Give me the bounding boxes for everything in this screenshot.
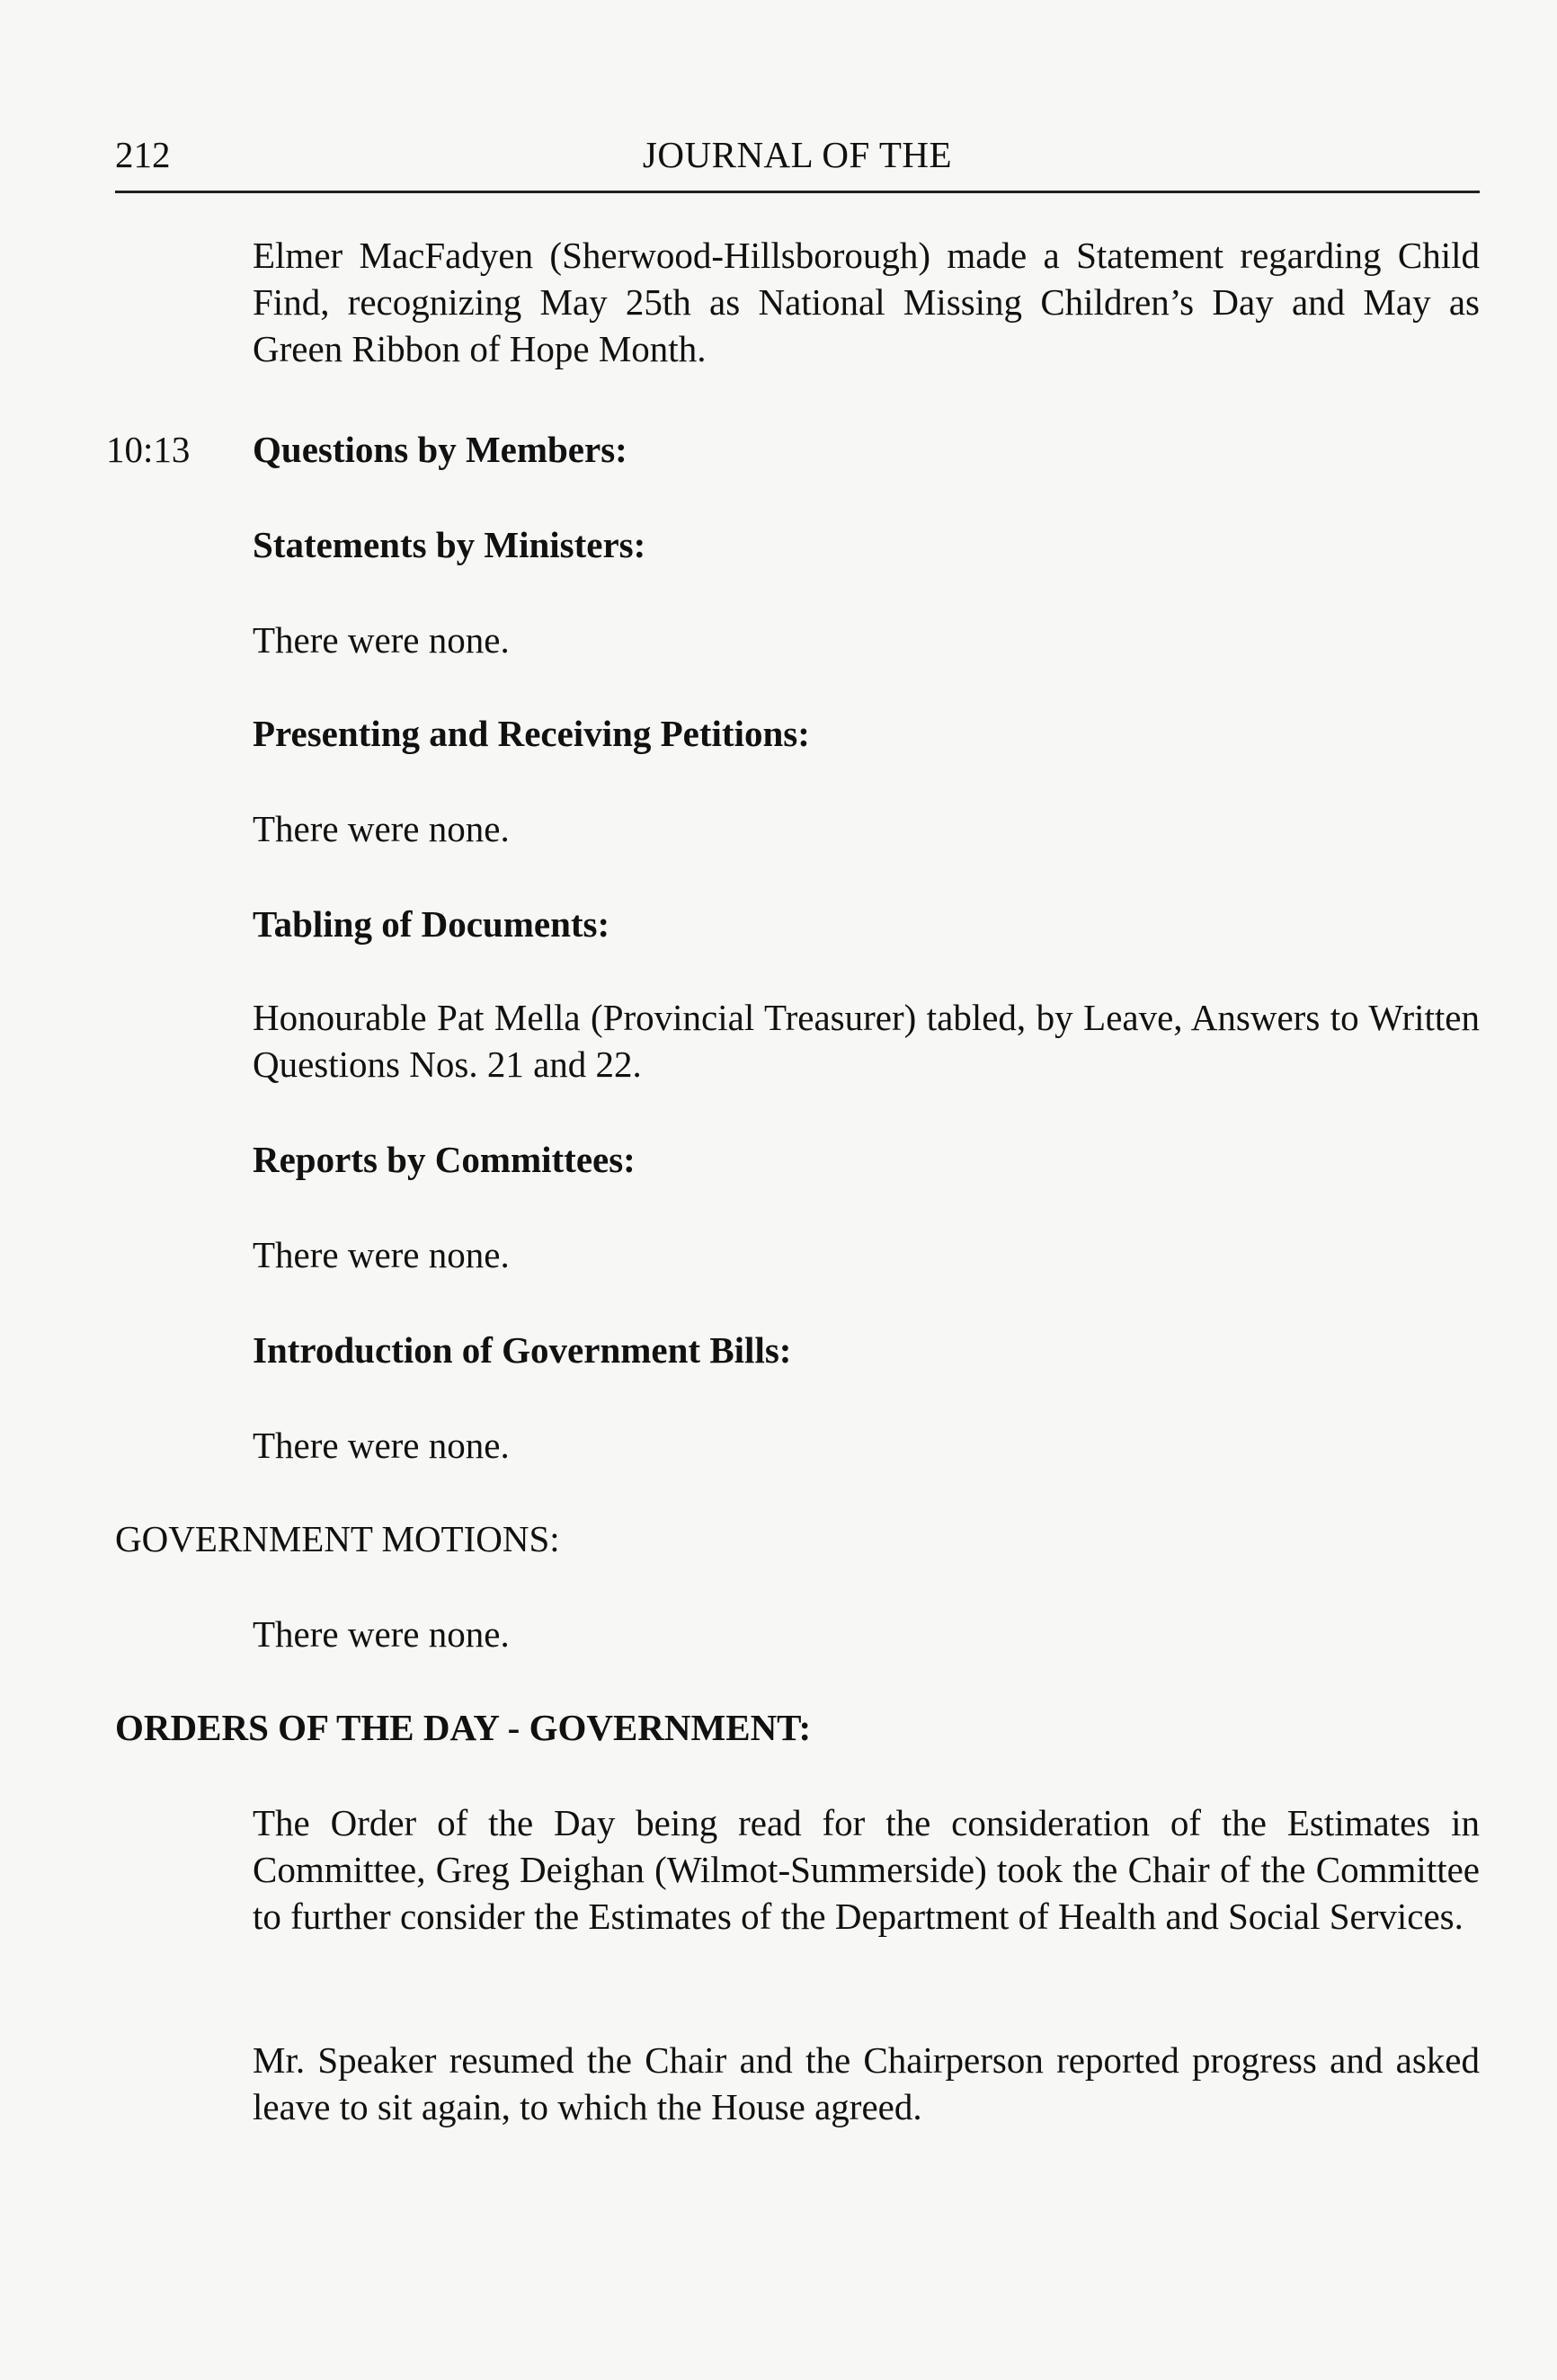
none-text: There were none. xyxy=(253,1234,510,1275)
heading-government-motions: GOVERNMENT MOTIONS: xyxy=(115,1518,560,1559)
heading-introduction-of-government-bills: Introduction of Government Bills: xyxy=(253,1329,792,1371)
heading-statements-by-ministers: Statements by Ministers: xyxy=(253,524,646,565)
none-text: There were none. xyxy=(253,808,510,849)
none-text: There were none. xyxy=(253,1425,510,1466)
heading-presenting-petitions: Presenting and Receiving Petitions: xyxy=(253,713,810,754)
tabling-paragraph: Honourable Pat Mella (Provincial Treasurer) tabled, by Leave, Answers to Written Questions Nos. 21 and 22. xyxy=(253,997,1480,1085)
none-text: There were none. xyxy=(253,619,510,661)
page-number: 212 xyxy=(115,134,171,175)
time-stamp: 10:13 xyxy=(106,429,191,470)
heading-tabling-of-documents: Tabling of Documents: xyxy=(253,903,610,945)
order-of-the-day-paragraph: The Order of the Day being read for the consideration of the Estimates in Committee, Greg Deighan (Wilmot-Summerside) took the Chair of the Committee to further consider the Estimates of the Department of Health and Social Services. xyxy=(253,1802,1480,1937)
heading-reports-by-committees: Reports by Committees: xyxy=(253,1139,636,1180)
heading-questions-by-members: Questions by Members: xyxy=(253,429,627,470)
heading-orders-of-the-day: ORDERS OF THE DAY - GOVERNMENT: xyxy=(115,1707,812,1748)
none-text: There were none. xyxy=(253,1613,510,1655)
page-header xyxy=(115,133,1480,193)
speaker-paragraph: Mr. Speaker resumed the Chair and the Chairperson reported progress and asked leave to sit again, to which the House agreed. xyxy=(253,2039,1480,2127)
running-title: JOURNAL OF THE xyxy=(642,134,953,175)
statement-paragraph: Elmer MacFadyen (Sherwood-Hillsborough) made a Statement regarding Child Find, recognizing May 25th as National Missing Children’s Day and May as Green Ribbon of Hope Month. xyxy=(253,235,1480,369)
